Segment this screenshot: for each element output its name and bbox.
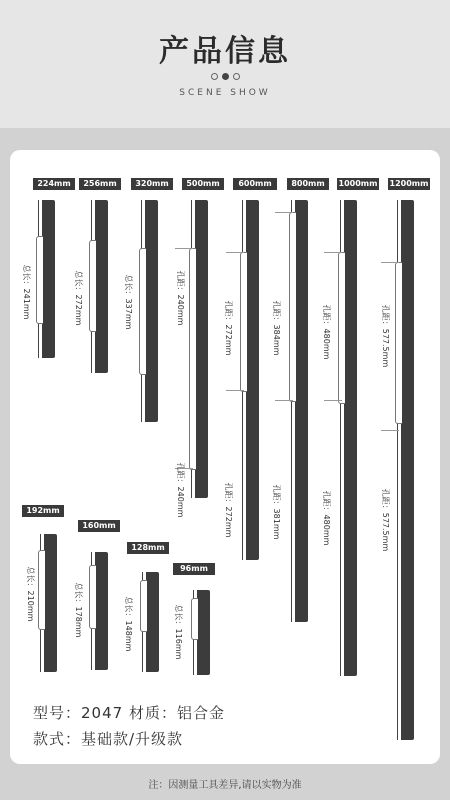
size-tag: 1200mm [389,179,429,188]
hole-distance-label: 孔距：272mm [224,482,233,538]
hole-distance-label: 孔距：577.5mm [381,488,390,552]
grip-cutout [189,248,196,470]
hole-distance-label: 孔距：381mm [272,484,281,540]
size-tag: 128mm [127,542,169,554]
total-length-label: 总长：148mm [124,596,133,652]
grip-cutout [139,248,146,375]
grip-cutout [289,212,296,402]
size-tag: 1000mm [338,179,378,188]
measurement-note: 注：因测量工具差异,请以实物为准 [148,780,302,791]
size-tag: 224mm [33,178,75,190]
size-tag: 600mm [233,178,277,190]
hole-distance-label: 孔距：240mm [176,462,185,518]
page-subtitle: SCENE SHOW [179,88,271,98]
size-tag: 96mm [173,563,215,575]
size-tag: 160mm [78,520,120,532]
handle-bar [95,200,108,373]
hole-marker [275,400,293,401]
hole-distance-label: 孔距：480mm [322,490,331,546]
hole-marker [275,212,293,213]
hole-marker [324,252,342,253]
spec-model-material: 型号：2047 材质：铝合金 [33,704,225,722]
grip-cutout [240,252,247,392]
grip-cutout [89,565,96,629]
total-length-label: 总长：337mm [124,274,133,330]
handle-bar [295,200,308,622]
grip-cutout [38,550,45,630]
handle-bar [42,200,55,358]
size-tag: 500mm [182,178,224,190]
hole-distance-label: 孔距：240mm [176,270,185,326]
total-length-label: 总长：116mm [174,604,183,660]
grip-cutout [338,252,345,404]
handle-bar [44,534,57,672]
total-length-label: 总长：210mm [26,566,35,622]
grip-cutout [140,580,147,632]
grip-cutout [89,240,96,332]
hole-distance-label: 孔距：272mm [224,300,233,356]
spec-style: 款式：基础款/升级款 [33,730,184,748]
hole-marker [324,400,342,401]
handle-bar [145,200,158,422]
hole-distance-label: 孔距：384mm [272,300,281,356]
grip-cutout [191,598,198,640]
total-length-label: 总长：272mm [74,270,83,326]
hole-distance-label: 孔距：577.5mm [381,304,390,368]
total-length-label: 总长：241mm [22,264,31,320]
hole-marker [381,262,399,263]
page-title: 产品信息 [159,34,291,69]
handle-bar [401,200,414,740]
handle-bar [146,572,159,672]
grip-cutout [36,236,43,324]
hole-marker [226,252,244,253]
handle-bar [197,590,210,675]
size-tag: 192mm [22,505,64,517]
handle-bar [195,200,208,498]
total-length-label: 总长：178mm [74,582,83,638]
size-tag: 320mm [131,178,173,190]
hole-marker [381,430,399,431]
handle-bar [344,200,357,676]
hole-distance-label: 孔距：480mm [322,304,331,360]
grip-cutout [395,262,402,424]
size-tag: 256mm [79,178,121,190]
handle-bar [95,552,108,670]
size-tag: 800mm [287,178,329,190]
handle-bar [246,200,259,560]
